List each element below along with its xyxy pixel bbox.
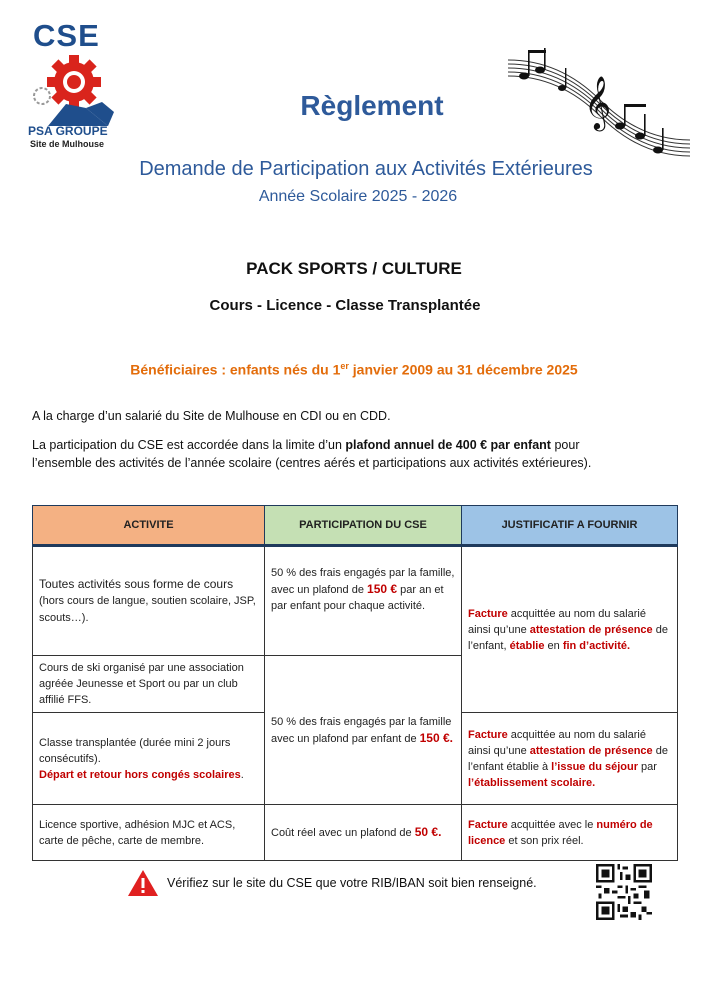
svg-text:𝄞: 𝄞 <box>584 75 612 129</box>
activity-cell: Classe transplantée (durée mini 2 jours consécutifs). Départ et retour hors congés scolaires. <box>33 713 265 805</box>
table-row <box>33 546 678 656</box>
logo-cse-text: CSE <box>33 18 100 53</box>
header-activite: ACTIVITE <box>33 506 265 546</box>
justificatif-cell: Facture acquittée au nom du salarié ainsi qu’une attestation de présence de l’enfant établie à l’issue du séjour par l’établissement scolaire. <box>462 713 678 805</box>
condition-scope: l’ensemble des activités de l’année scolaire (centres aérés et participations aux activités extérieures). <box>32 456 592 470</box>
condition-ceiling: La participation du CSE est accordée dans la limite d’un plafond annuel de 400 € par enfant pour <box>32 438 580 452</box>
header-participation: PARTICIPATION DU CSE <box>265 506 462 546</box>
participation-table <box>32 505 678 861</box>
justificatif-cell: Facture acquittée au nom du salarié ainsi qu’une attestation de présence de l’enfant, établie en fin d’activité. <box>462 546 678 713</box>
table-header-row <box>33 506 678 546</box>
activity-cell: Cours de ski organisé par une association agréée Jeunesse et Sport ou par un club affilié FFS. <box>33 656 265 713</box>
beneficiaries-line: Bénéficiaires : enfants nés du 1er janvier 2009 au 31 décembre 2025 <box>130 361 578 378</box>
page-subtitle: Demande de Participation aux Activités Extérieures <box>139 158 593 180</box>
logo-group-text: PSA GROUPE <box>28 124 108 138</box>
activity-cell: Licence sportive, adhésion MJC et ACS, carte de pêche, carte de membre. <box>33 805 265 861</box>
justificatif-cell: Facture acquittée avec le numéro de licence et son prix réel. <box>462 805 678 861</box>
header-justificatif: JUSTIFICATIF A FOURNIR <box>462 506 678 546</box>
participation-cell: 50 % des frais engagés par la famille avec un plafond par enfant de 150 €. <box>265 656 462 805</box>
page-title: Règlement <box>300 90 444 121</box>
participation-cell: 50 % des frais engagés par la famille, avec un plafond de 150 € par an et par enfant pour chaque activité. <box>265 546 462 656</box>
warning-icon <box>127 869 159 897</box>
pack-title: PACK SPORTS / CULTURE <box>246 259 462 278</box>
condition-employee: A la charge d’un salarié du Site de Mulhouse en CDI ou en CDD. <box>32 409 391 423</box>
activity-cell: Toutes activités sous forme de cours (hors cours de langue, soutien scolaire, JSP, scouts…). <box>33 546 265 656</box>
participation-cell: Coût réel avec un plafond de 50 €. <box>265 805 462 861</box>
rib-warning-text: Vérifiez sur le site du CSE que votre RIB/IBAN soit bien renseigné. <box>167 876 537 890</box>
school-year: Année Scolaire 2025 - 2026 <box>258 188 458 205</box>
qr-code-icon[interactable] <box>596 864 652 920</box>
table-row <box>33 805 678 861</box>
logo-site-text: Site de Mulhouse <box>30 139 105 149</box>
pack-subtitle: Cours - Licence - Classe Transplantée <box>209 297 481 314</box>
